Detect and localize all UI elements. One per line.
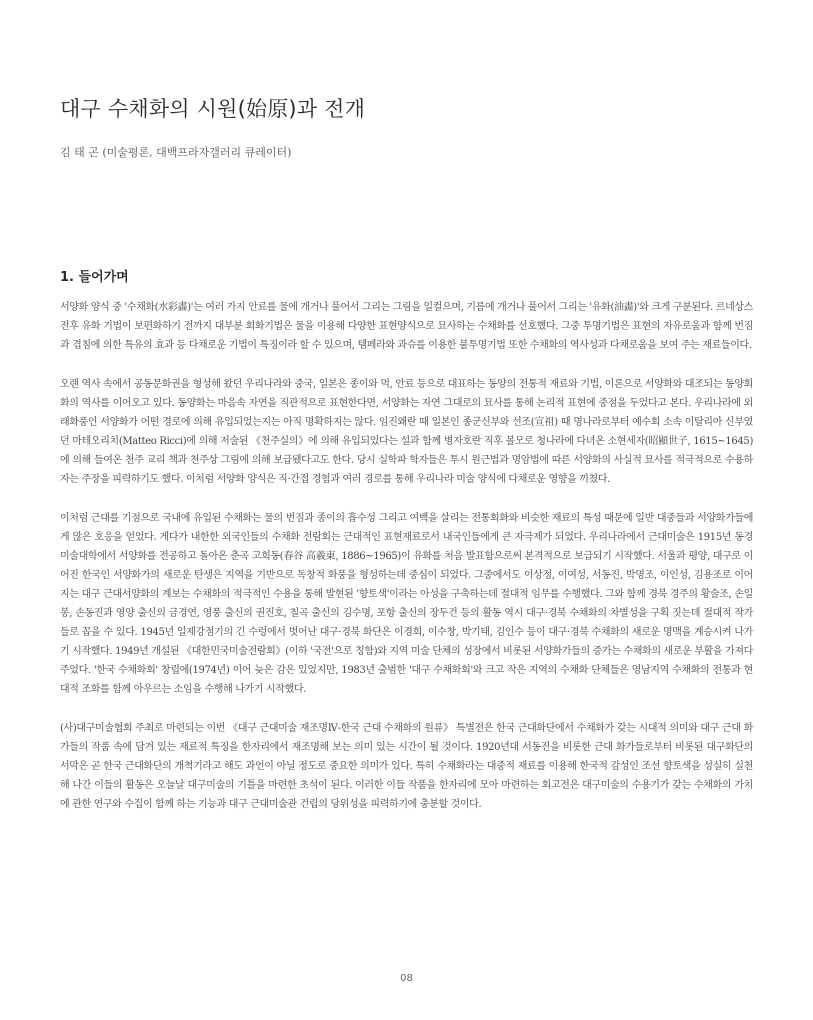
page-number: 08	[400, 973, 413, 984]
paragraph-1: 서양화 양식 중 '수채화(水彩畵)'는 여러 가지 안료를 물에 개거나 풀어서 그리는 그림을 일컬으며, 기름에 개거나 풀어서 그리는 '유화(油畵)'와 크게 구분된다. 르네상스 전후 유화 기법이 보편화하기 전까지 대부분 회화기법은 물을 이용해 다양한 표현양식으로 묘사하는 수채화를 선호했다. 그중 투명기법은 표현의 자유로움과 함께 번짐과 겹침에 의한 특유의 효과 등 다채로운 기법이 특징이라 할 수 있으며, 템페라와 과슈를 이용한 불투명기법 또한 수채화의 역사성과 다채로움을 보여 주는 재료들이다.	[60, 302, 753, 351]
author-line: 김 태 곤 (미술평론, 대백프라자갤러리 큐레이터)	[60, 146, 292, 159]
section-heading: 1. 들어가며	[60, 270, 129, 285]
paragraph-2: 오랜 역사 속에서 공동문화권을 형성해 왔던 우리나라와 중국, 일본은 종이와 먹, 안료 등으로 대표하는 동양의 전통적 재료와 기법, 이론으로 서양화와 대조되는 동양회화의 역사를 이어오고 있다. 동양화는 마음속 자연을 직관적으로 표현한다면, 서양화는 자연 그대로의 묘사를 통해 논리적 표현에 중점을 두었다고 본다. 우리나라에 외래화풍인 서양화가 어떤 경로에 의해 유입되었는지는 아직 명확하지는 않다. 임진왜란 때 일본인 종군신부와 선조(宣祖) 때 명나라로부터 예수회 소속 이탈리아 신부였던 마테오리치(Matteo Ricci)에 의해 저술된 《천주실의》에 의해 유입되었다는 설과 함께 병자호란 직후 볼모로 청나라에 다녀온 소현세자(昭顯世子, 1615~1645)에 의해 들여온 천주 교리 책과 천주상 그림에 의해 보급됐다고도 한다. 당시 실학파 학자들은 투시 원근법과 명암법에 따른 서양화의 사실적 묘사를 적극적으로 수용하자는 주장을 피력하기도 했다. 이처럼 서양화 양식은 직·간접 경험과 여러 경로를 통해 우리나라 미술 양식에 다채로운 영향을 끼쳤다.	[60, 379, 753, 485]
paragraph-3: 이처럼 근대를 기점으로 국내에 유입된 수채화는 물의 번짐과 종이의 흡수성 그리고 여백을 살리는 전통회화와 비슷한 재료의 특성 때문에 일반 대중들과 서양화가들에게 많은 호응을 얻었다. 게다가 내한한 외국인들의 수채화 전람회는 근대적인 표현재료로서 내국인들에게 큰 자극제가 되었다. 우리나라에서 근대미술은 1915년 동경미술대학에서 서양화를 전공하고 돌아온 춘곡 고희동(春谷 高羲東, 1886~1965)이 유화를 처음 발표함으로써 본격적으로 보급되기 시작했다. 서울과 평양, 대구로 이어진 한국인 서양화가의 새로운 탄생은 지역을 기반으로 독창적 화풍을 형성하는데 중심이 되었다. 그중에서도 이상정, 이여성, 서동진, 박명조, 이인성, 김용조로 이어지는 대구 근대서양화의 계보는 수채화의 적극적인 수용을 통해 발현된 '향토색'이라는 아성을 구축하는데 절대적 임무를 수행했다. 그와 함께 경북 경주의 황술조, 손일봉, 손동진과 영양 출신의 금경연, 영풍 출신의 권진호, 칠곡 출신의 김수명, 포항 출신의 장두건 등의 활동 역시 대구·경북 수채화의 차별성을 구획 짓는데 절대적 작가들로 꼽을 수 있다. 1945년 일제강점기의 긴 수렁에서 벗어난 대구·경북 화단은 이경희, 이수창, 박기태, 김인수 등이 대구·경북 수채화의 새로운 명맥을 계승시켜 나가기 시작했다. 1949년 개설된 《대한민국미술전람회》(이하 '국전'으로 칭함)와 지역 미술 단체의 성장에서 비롯된 서양화가들의 증가는 수채화의 새로운 부활을 가져다주었다. '한국 수채화회' 창립에(1974년) 이어 늦은 감은 있었지만, 1983년 출범한 '대구 수채화회'와 크고 작은 지역의 수채화 단체들은 영남지역 수채화의 전통과 현대적 조화를 함께 아우르는 소임을 수행해 나가기 시작했다.	[60, 513, 753, 695]
paragraph-4: (사)대구미술협회 주최로 마련되는 이번 《대구 근대미술 재조명Ⅳ-한국 근대 수채화의 원류》 특별전은 한국 근대화단에서 수채화가 갖는 시대적 의미와 대구 근대 화가들의 작품 속에 담겨 있는 재료적 특징을 한자리에서 재조명해 보는 의미 있는 시간이 될 것이다. 1920년대 서동진을 비롯한 근대 화가들로부터 비롯된 대구화단의 서막은 곧 한국 근대화단의 개척기라고 해도 과언이 아닐 정도로 중요한 의미가 있다. 특히 수채화라는 대중적 재료를 이용해 한국적 감성인 조선 향토색을 성실히 실천해 나간 이들의 활동은 오늘날 대구미술의 기틀을 마련한 초석이 된다. 이러한 이들 작품을 한자리에 모아 마련하는 회고전은 대구미술의 수용기가 갖는 수채화의 가치에 관한 연구와 수집이 함께 하는 기능과 대구 근대미술관 건립의 당위성을 피력하기에 충분할 것이다.	[60, 723, 753, 810]
article-body	[60, 298, 753, 834]
article-title: 대구 수채화의 시원(始原)과 전개	[60, 97, 366, 121]
